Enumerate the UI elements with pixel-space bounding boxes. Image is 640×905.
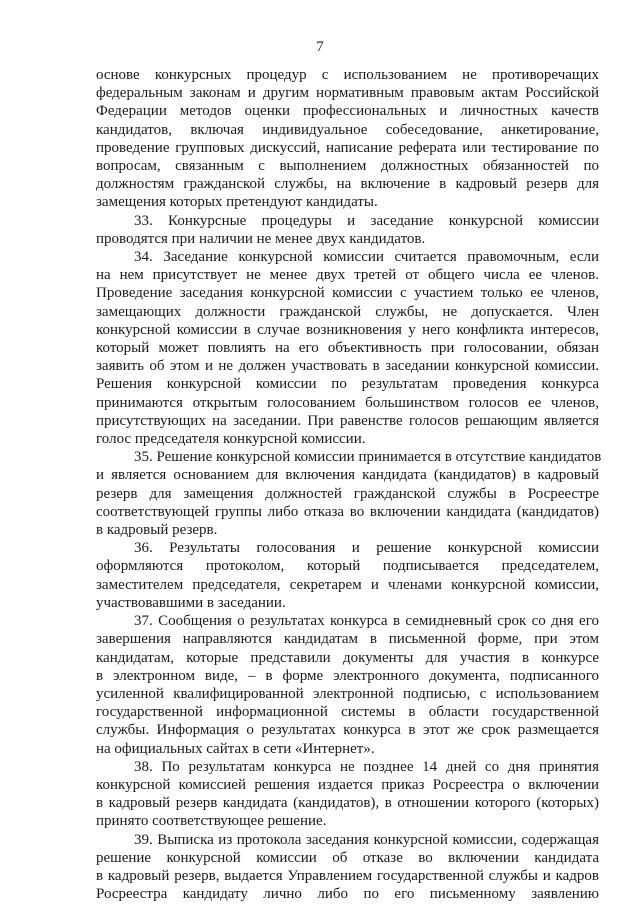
text-line: в электронном виде, – в форме электронного документа, подписанного xyxy=(96,667,599,684)
text-line: Проведение заседания конкурсной комиссии с участием только ее членов, xyxy=(96,285,599,302)
text-line: 33. Конкурсные процедуры и заседание конкурсной комиссии xyxy=(134,212,599,229)
text-line: который может повлиять на его объективность при голосовании, обязан xyxy=(96,340,599,357)
text-line: 36. Результаты голосования и решение конкурсной комиссии xyxy=(134,540,599,557)
page-number: 7 xyxy=(316,39,324,55)
text-line: проводятся при наличии не менее двух кандидатов. xyxy=(96,230,426,247)
paragraph-p-39 xyxy=(96,831,599,904)
paragraph-p-35 xyxy=(96,448,602,539)
text-line: голос председателя конкурсной комиссии. xyxy=(96,431,366,448)
text-line: замещающих должности гражданской службы, не допускается. Член xyxy=(96,303,599,320)
text-line: конкурсной комиссии в случае возникновения у него конфликта интересов, xyxy=(96,321,599,338)
paragraph-p-cont xyxy=(96,66,599,212)
text-line: конкурсной комиссией решения издается приказ Росреестра о включении xyxy=(96,776,599,793)
text-line: 35. Решение конкурсной комиссии принимается в отсутствие кандидатов xyxy=(134,449,602,466)
text-line: кандидатов, включая индивидуальное собеседование, анкетирование, xyxy=(96,121,599,138)
text-line: принимаются открытым голосованием большинством голосов ее членов, xyxy=(96,394,599,411)
paragraph-p-37 xyxy=(96,612,599,758)
text-line: федеральным законам и другим нормативным правовым актам Российской xyxy=(96,85,599,102)
text-line: 39. Выписка из протокола заседания конкурсной комиссии, содержащая xyxy=(134,831,599,848)
text-line: Росреестра кандидату лично либо по его письменному заявлению xyxy=(96,886,599,903)
paragraph-p-36 xyxy=(96,539,599,612)
text-line: должностям гражданской службы, на включение в кадровый резерв для xyxy=(96,176,599,193)
text-line: соответствующей группы либо отказа во включении кандидата (кандидатов) xyxy=(96,503,599,520)
text-line: государственной информационной системы в области государственной xyxy=(96,704,599,721)
text-line: замещения которых претендуют кандидаты. xyxy=(96,194,378,211)
text-line: 38. По результатам конкурса не позднее 14 дней со дня принятия xyxy=(134,758,599,775)
text-line: 37. Сообщения о результатах конкурса в семидневный срок со дня его xyxy=(134,613,599,630)
text-line: Федерации методов оценки профессиональных и личностных качеств xyxy=(96,103,599,120)
text-line: заявить об этом и не должен участвовать в заседании конкурсной комиссии. xyxy=(96,358,599,375)
paragraph-p-38 xyxy=(96,758,599,831)
text-line: принято соответствующее решение. xyxy=(96,813,327,830)
paragraph-p-33 xyxy=(96,212,599,248)
text-line: проведение групповых дискуссий, написание реферата или тестирование по xyxy=(96,139,599,156)
text-line: завершения направляются кандидатам в письменной форме, при этом xyxy=(96,631,599,648)
text-line: на официальных сайтах в сети «Интернет». xyxy=(96,740,375,757)
text-line: вопросам, связанным с выполнением должностных обязанностей по xyxy=(96,158,599,175)
text-line: присутствующих на заседании. При равенстве голосов решающим является xyxy=(96,412,599,429)
text-line: в кадровый резерв, выдается Управлением государственной службы и кадров xyxy=(96,867,599,884)
document-body xyxy=(96,66,602,903)
text-line: на нем присутствует не менее двух третей от общего числа ее членов. xyxy=(96,267,599,284)
text-line: оформляются протоколом, который подписывается председателем, xyxy=(96,558,599,575)
text-line: кандидатам, которые представили документы для участия в конкурсе xyxy=(96,649,599,666)
text-line: 34. Заседание конкурсной комиссии считается правомочным, если xyxy=(134,249,599,266)
text-line: и является основанием для включения кандидата (кандидатов) в кадровый xyxy=(96,467,599,484)
text-line: заместителем председателя, секретарем и членами конкурсной комиссии, xyxy=(96,576,599,593)
text-line: основе конкурсных процедур с использованием не противоречащих xyxy=(96,67,599,83)
text-line: участвовавшими в заседании. xyxy=(96,594,286,611)
text-line: в кадровый резерв кандидата (кандидатов), в отношении которого (которых) xyxy=(96,795,599,812)
text-line: Решения конкурсной комиссии по результатам проведения конкурса xyxy=(96,376,599,393)
paragraph-p-34 xyxy=(96,248,599,448)
text-line: службы. Информация о результатах конкурса в этот же срок размещается xyxy=(96,722,599,739)
text-line: решение конкурсной комиссии об отказе во включении кандидата xyxy=(96,849,599,866)
text-line: резерв для замещения должностей гражданской службы в Росреестре xyxy=(96,485,599,502)
text-line: усиленной квалифицированной электронной подписью, с использованием xyxy=(96,685,599,702)
text-line: в кадровый резерв. xyxy=(96,522,218,539)
